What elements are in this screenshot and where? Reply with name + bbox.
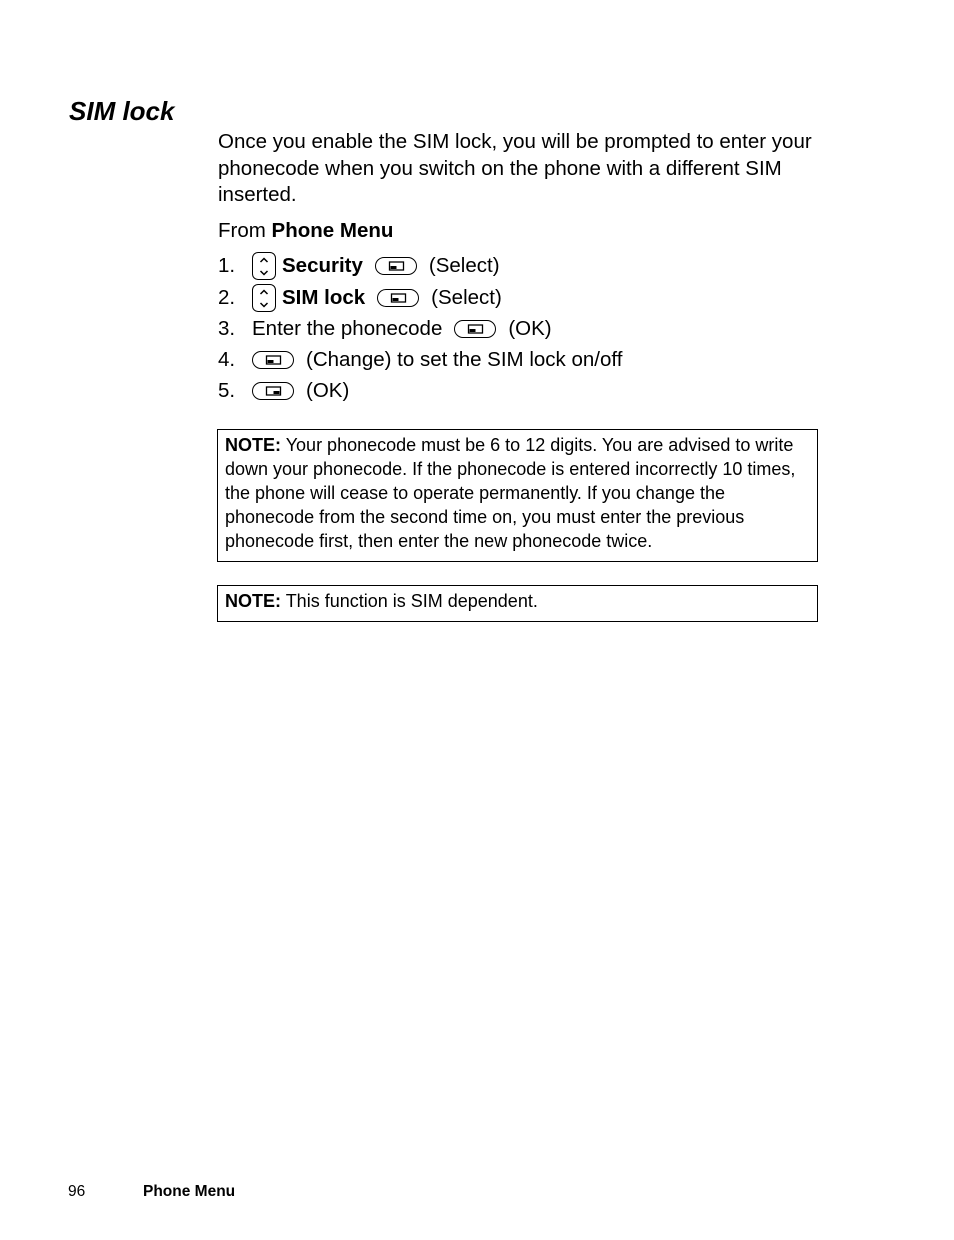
- step-number: 2.: [218, 286, 236, 309]
- note-box-phonecode: [217, 429, 818, 562]
- page-title: SIM lock: [69, 96, 175, 126]
- left-soft-key-icon: [252, 351, 294, 369]
- left-soft-key-icon: [377, 289, 419, 307]
- step-number: 3.: [218, 317, 236, 340]
- right-soft-key-icon: [252, 382, 294, 400]
- footer-section-name: Phone Menu: [143, 1183, 236, 1200]
- step-instruction: Enter the phonecode: [252, 317, 443, 340]
- step-menu-item: Security: [282, 254, 363, 277]
- step-action: (Change) to set the SIM lock on/off: [306, 348, 623, 371]
- step-4: [218, 346, 622, 374]
- step-action: (OK): [508, 317, 552, 340]
- note-label: NOTE:: [225, 435, 281, 455]
- from-line: [218, 218, 393, 244]
- step-menu-item: SIM lock: [282, 286, 366, 309]
- from-menu-name: Phone Menu: [271, 219, 394, 242]
- from-prefix: From: [218, 219, 266, 242]
- left-soft-key-icon: [375, 257, 417, 275]
- note-text: Your phonecode must be 6 to 12 digits. You are advised to write down your phonecode. If the phonecode is entered incorrectly 10 times, the phone will cease to operate permanently. If you change the phonecode from the second time on, you must enter the previous phonecode first, then enter the new phonecode twice.: [225, 435, 796, 551]
- step-number: 1.: [218, 254, 236, 277]
- step-action: (Select): [431, 286, 502, 309]
- step-1: [218, 252, 500, 280]
- navigation-key-icon: [252, 252, 276, 280]
- left-soft-key-icon: [454, 320, 496, 338]
- note-text: This function is SIM dependent.: [285, 591, 538, 611]
- step-number: 5.: [218, 379, 236, 402]
- step-2: [218, 284, 502, 312]
- step-3: [218, 315, 552, 343]
- step-number: 4.: [218, 348, 236, 371]
- page-number: 96: [68, 1183, 86, 1200]
- step-action: (Select): [428, 254, 500, 277]
- step-action: (OK): [306, 379, 350, 402]
- intro-paragraph: Once you enable the SIM lock, you will be prompted to enter your phonecode when you switch on the phone with a different SIM inserted.: [218, 130, 812, 206]
- navigation-key-icon: [252, 284, 276, 312]
- step-5: [218, 377, 349, 405]
- note-box-sim-dependent: [217, 585, 818, 622]
- note-label: NOTE:: [225, 591, 281, 611]
